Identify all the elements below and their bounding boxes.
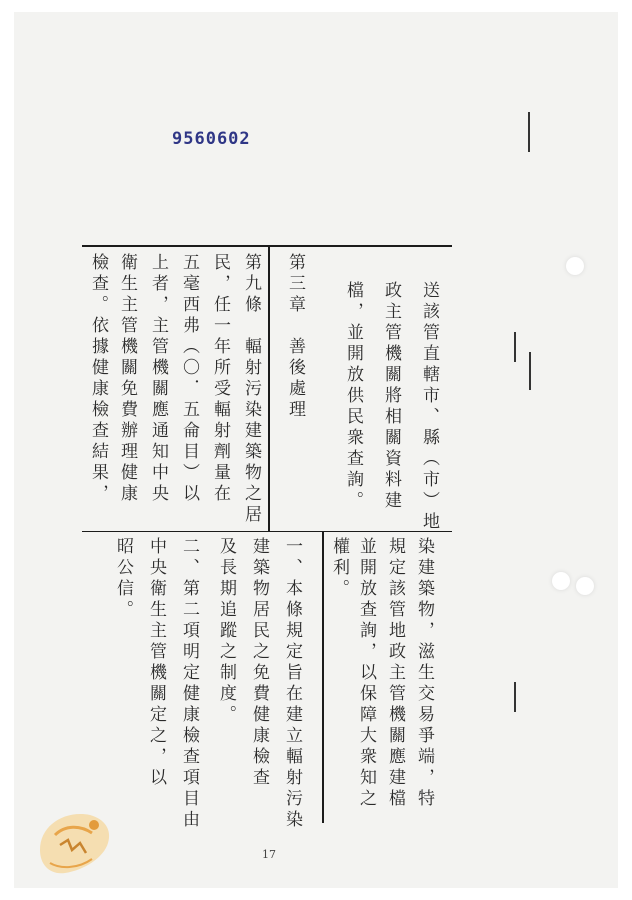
explanation-line-2: 建築物居民之免費健康檢查	[249, 537, 269, 789]
lower-right-line-4: 權利。	[329, 537, 349, 600]
lower-right-line-2: 規定該管地政主管機關應建檔	[385, 537, 405, 810]
article-nine-line-3: 五毫西弗（〇．五侖目）以	[179, 253, 199, 505]
upper-right-line-3: 檔，並開放供民衆查詢。	[343, 281, 363, 512]
explanation-line-6: 昭公信。	[113, 537, 133, 621]
upper-right-line-2: 政主管機關將相關資料建	[381, 281, 401, 512]
page-number: 17	[262, 848, 276, 861]
explanation-line-4: 二、第二項明定健康檢查項目由	[179, 537, 199, 831]
lower-right-line-3: 並開放查詢，以保障大衆知之	[356, 537, 376, 810]
table-middle-rule	[82, 531, 452, 532]
scan-mark	[529, 352, 531, 390]
lower-column-divider	[322, 532, 324, 823]
explanation-line-1: 一、本條規定旨在建立輻射污染	[282, 537, 302, 831]
document-number-stamp: 9560602	[172, 129, 251, 149]
document-page	[14, 12, 618, 888]
upper-right-line-1: 送該管直轄市、縣（市）地	[419, 281, 439, 533]
chapter-heading: 第三章 善後處理	[285, 253, 305, 421]
article-nine-line-2: 民，任一年所受輻射劑量在	[210, 253, 230, 505]
article-nine-line-6: 檢查。依據健康檢查結果，	[88, 253, 108, 505]
upper-column-divider	[268, 245, 270, 531]
article-nine-line-1: 第九條 輻射污染建築物之居	[241, 253, 261, 526]
binder-hole-lower	[576, 577, 594, 595]
scan-mark	[528, 112, 530, 152]
article-nine-line-4: 上者，主管機關應通知中央	[148, 253, 168, 505]
scan-mark	[514, 682, 516, 712]
explanation-line-3: 及長期追蹤之制度。	[216, 537, 236, 726]
regulation-table	[82, 245, 452, 831]
scan-mark	[514, 332, 516, 362]
library-logo-icon	[20, 795, 120, 885]
explanation-line-5: 中央衛生主管機關定之，以	[146, 537, 166, 789]
lower-right-line-1: 染建築物，滋生交易爭端，特	[414, 537, 434, 810]
binder-hole-middle	[552, 572, 570, 590]
binder-hole-top	[566, 257, 584, 275]
article-nine-line-5: 衛生主管機關免費辦理健康	[117, 253, 137, 505]
table-top-rule	[82, 245, 452, 247]
